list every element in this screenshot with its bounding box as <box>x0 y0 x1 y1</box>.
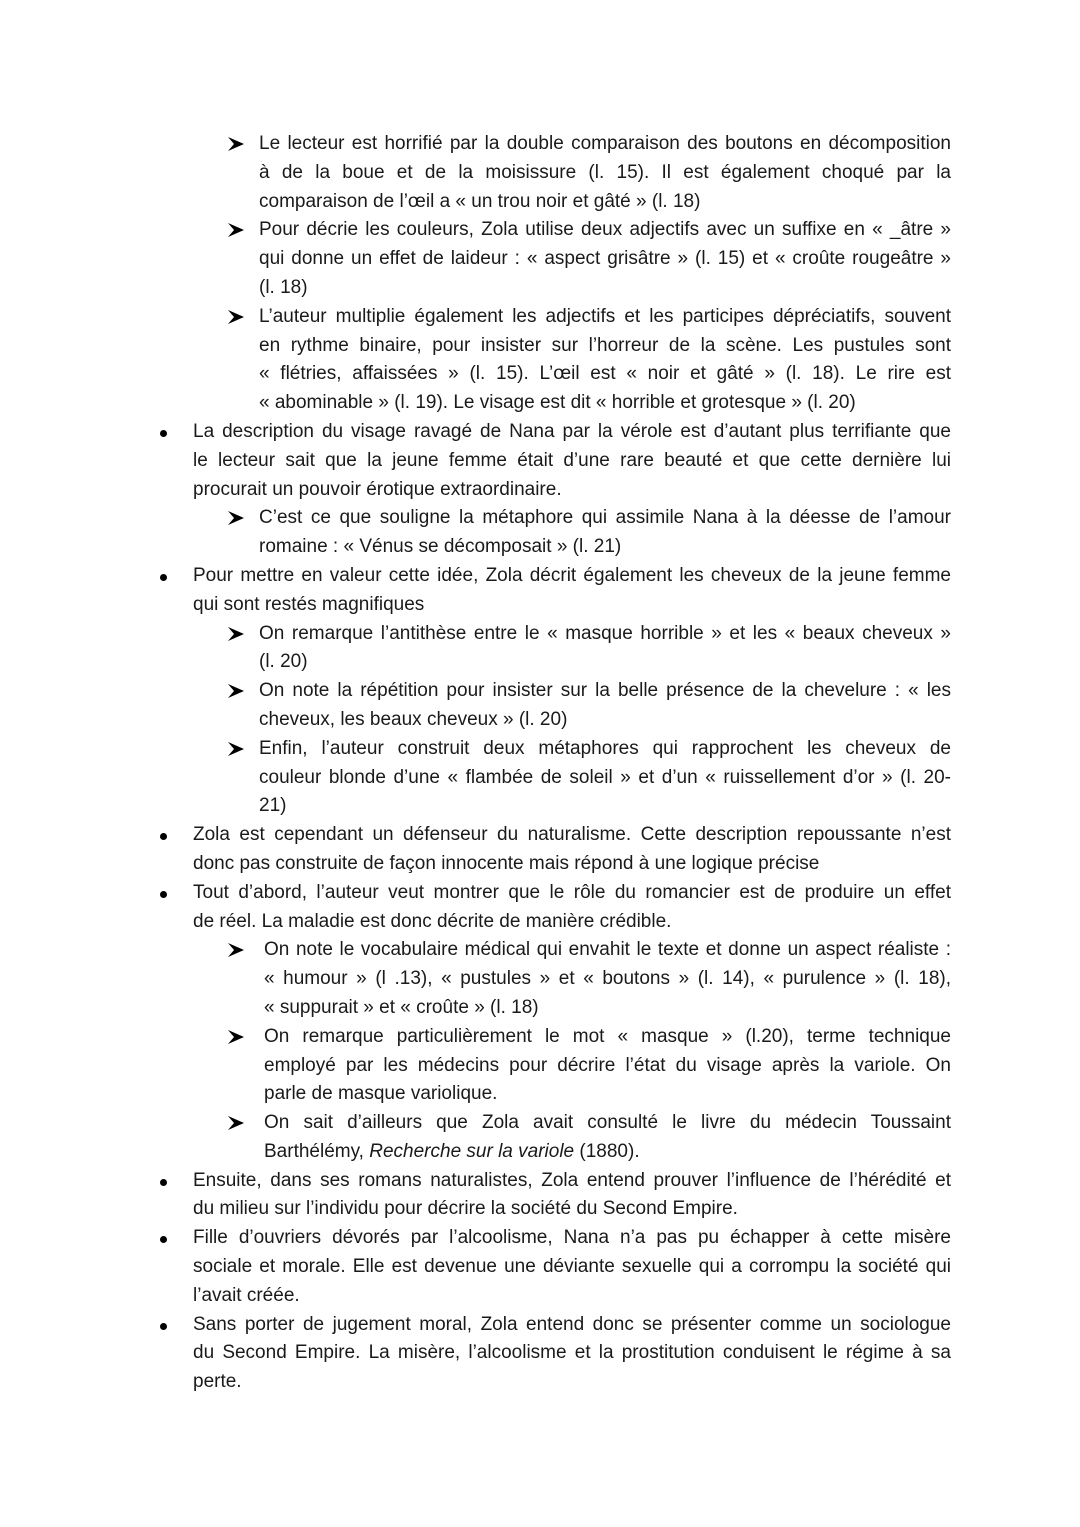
sub-bullet-line <box>0 706 951 735</box>
line-text-segment: Enfin, l’auteur construit deux métaphores qui rapprochent les cheveux de <box>259 737 951 759</box>
bullet-line <box>0 1311 951 1340</box>
line-text-segment: « flétries, affaissées » (l. 15). L’œil est « noir et gâté » (l. 18). Le rire est <box>259 363 951 385</box>
bullet-dot-icon <box>160 891 167 898</box>
line-text-segment: Zola est cependant un défenseur du naturalisme. Cette description repoussante n’est <box>193 824 951 846</box>
line-text-segment: du Second Empire. La misère, l’alcoolisme et la prostitution conduisent le régime à sa <box>193 1342 951 1364</box>
sub-bullet-line <box>0 274 951 303</box>
line-text-segment: « suppurait » et « croûte » (l. 18) <box>264 996 539 1018</box>
sub-bullet-line <box>0 677 951 706</box>
arrow-bullet-icon <box>226 1114 246 1132</box>
line-text-segment: (1880). <box>574 1140 640 1162</box>
bullet-dot-icon <box>160 1323 167 1330</box>
bullet-line <box>0 821 951 850</box>
sub-bullet-line <box>0 216 951 245</box>
line-text-segment: sociale et morale. Elle est devenue une déviante sexuelle qui a corrompu la société qui <box>193 1256 951 1278</box>
line-text-segment: On remarque particulièrement le mot « masque » (l.20), terme technique <box>264 1025 951 1047</box>
line-text-segment: romaine : « Vénus se décomposait » (l. 21) <box>259 536 622 558</box>
line-text-segment: C’est ce que souligne la métaphore qui assimile Nana à la déesse de l’amour <box>259 507 951 529</box>
bullet-line <box>0 1224 951 1253</box>
line-text <box>259 648 951 677</box>
line-text <box>193 1224 951 1253</box>
arrow-bullet-icon <box>226 509 246 527</box>
sub-bullet-line <box>0 245 951 274</box>
sub-bullet-line <box>0 130 951 159</box>
line-text-segment: On note le vocabulaire médical qui envahit le texte et donne un aspect réaliste : <box>264 939 951 961</box>
bullet-line <box>0 418 951 447</box>
line-text <box>193 418 951 447</box>
arrow-bullet-icon <box>226 221 246 239</box>
line-text-segment: le lecteur sait que la jeune femme était d’une rare beauté et que cette dernière lui <box>193 449 951 471</box>
sub-bullet-line <box>0 620 951 649</box>
line-text <box>193 908 951 937</box>
sub-bullet-line <box>0 188 951 217</box>
line-text-segment: comparaison de l’œil a « un trou noir et gâté » (l. 18) <box>259 190 701 212</box>
arrow-bullet-icon <box>226 1028 246 1046</box>
bullet-line <box>0 1195 951 1224</box>
line-text <box>193 447 951 476</box>
line-text <box>259 216 951 245</box>
sub-bullet-line <box>0 533 951 562</box>
arrow-bullet-icon <box>226 308 246 326</box>
bullet-dot-icon <box>160 833 167 840</box>
line-text <box>264 936 951 965</box>
line-text <box>259 764 951 793</box>
line-text-segment: (l. 20) <box>259 651 308 673</box>
line-text <box>259 274 951 303</box>
sub-bullet-line <box>0 764 951 793</box>
bullet-dot-icon <box>160 1179 167 1186</box>
line-text-segment: L’auteur multiplie également les adjectifs et les participes dépréciatifs, souvent <box>259 305 951 327</box>
line-text <box>259 533 951 562</box>
sub-bullet-line <box>0 994 951 1023</box>
line-text-segment: Pour mettre en valeur cette idée, Zola décrit également les cheveux de la jeune femme <box>193 564 951 586</box>
line-text-segment: On remarque l’antithèse entre le « masque horrible » et les « beaux cheveux » <box>259 622 951 644</box>
sub-bullet-line <box>0 735 951 764</box>
line-text <box>193 1368 951 1397</box>
line-text <box>193 562 951 591</box>
line-text <box>259 735 951 764</box>
bullet-line <box>0 1368 951 1397</box>
line-text-segment: couleur blonde d’une « flambée de soleil » et d’un « ruissellement d’or » (l. 20- <box>259 766 951 788</box>
line-text <box>193 591 951 620</box>
sub-bullet-line <box>0 1109 951 1138</box>
line-text <box>193 1167 951 1196</box>
sub-bullet-line <box>0 389 951 418</box>
line-text <box>193 821 951 850</box>
line-text <box>264 1138 951 1167</box>
bullet-line <box>0 1339 951 1368</box>
line-text <box>264 1023 951 1052</box>
line-text-segment: employé par les médecins pour décrire l’état du visage après la variole. On <box>264 1054 951 1076</box>
line-text <box>264 1052 951 1081</box>
line-text-segment: « abominable » (l. 19). Le visage est dit « horrible et grotesque » (l. 20) <box>259 392 856 414</box>
bullet-dot-icon <box>160 574 167 581</box>
sub-bullet-line <box>0 1138 951 1167</box>
line-text <box>193 1339 951 1368</box>
line-text <box>259 130 951 159</box>
line-text <box>259 332 951 361</box>
line-text-segment: « humour » (l .13), « pustules » et « boutons » (l. 14), « purulence » (l. 18), <box>264 968 951 990</box>
line-text-segment: On sait d’ailleurs que Zola avait consulté le livre du médecin Toussaint <box>264 1112 951 1134</box>
line-text-segment: Le lecteur est horrifié par la double comparaison des boutons en décomposition <box>259 133 951 154</box>
line-text <box>259 389 951 418</box>
bullet-line <box>0 879 951 908</box>
line-text <box>264 1109 951 1138</box>
line-text <box>264 1080 951 1109</box>
line-text <box>193 879 951 908</box>
line-text <box>193 1282 951 1311</box>
line-text-segment: La description du visage ravagé de Nana par la vérole est d’autant plus terrifiante que <box>193 420 951 442</box>
line-text <box>259 792 951 821</box>
line-text-segment: qui donne un effet de laideur : « aspect grisâtre » (l. 15) et « croûte rougeâtre » <box>259 248 951 270</box>
line-text-segment: de réel. La maladie est donc décrite de manière crédible. <box>193 910 672 932</box>
sub-bullet-line <box>0 965 951 994</box>
bullet-line <box>0 562 951 591</box>
sub-bullet-line <box>0 332 951 361</box>
line-text-segment: 21) <box>259 795 287 817</box>
sub-bullet-line <box>0 1080 951 1109</box>
line-text <box>259 245 951 274</box>
line-text <box>193 1195 951 1224</box>
line-text-segment: procurait un pouvoir érotique extraordinaire. <box>193 478 562 500</box>
line-text-segment: en rythme binaire, pour insister sur l’horreur de la scène. Les pustules sont <box>259 334 951 356</box>
bullet-line <box>0 908 951 937</box>
bullet-line <box>0 447 951 476</box>
line-text <box>193 1311 951 1340</box>
line-text-segment: à de la boue et de la moisissure (l. 15). Il est également choqué par la <box>259 161 951 183</box>
sub-bullet-line <box>0 936 951 965</box>
sub-bullet-line <box>0 159 951 188</box>
line-text-segment: l’avait créée. <box>193 1284 300 1306</box>
line-text-segment: Ensuite, dans ses romans naturalistes, Zola entend prouver l’influence de l’hérédité et <box>193 1169 951 1191</box>
line-text <box>259 303 951 332</box>
arrow-bullet-icon <box>226 740 246 758</box>
arrow-bullet-icon <box>226 135 246 153</box>
bullet-line <box>0 591 951 620</box>
line-text-segment: Barthélémy, <box>264 1140 370 1162</box>
bullet-line <box>0 1253 951 1282</box>
line-text <box>259 159 951 188</box>
line-text <box>259 188 951 217</box>
sub-bullet-line <box>0 504 951 533</box>
line-text-segment: du milieu sur l’individu pour décrire la société du Second Empire. <box>193 1198 738 1220</box>
sub-bullet-line <box>0 1023 951 1052</box>
sub-bullet-line <box>0 648 951 677</box>
line-text <box>259 360 951 389</box>
arrow-bullet-icon <box>226 682 246 700</box>
line-text-segment: Tout d’abord, l’auteur veut montrer que le rôle du romancier est de produire un effet <box>193 881 951 903</box>
arrow-bullet-icon <box>226 941 246 959</box>
line-text-segment: cheveux, les beaux cheveux » (l. 20) <box>259 708 568 730</box>
bullet-dot-icon <box>160 430 167 437</box>
line-text-segment: donc pas construite de façon innocente mais répond à une logique précise <box>193 852 820 874</box>
line-text <box>193 476 951 505</box>
line-text <box>259 504 951 533</box>
line-text-segment: (l. 18) <box>259 276 308 298</box>
arrow-bullet-icon <box>226 625 246 643</box>
bullet-line <box>0 476 951 505</box>
line-text-segment: Sans porter de jugement moral, Zola entend donc se présenter comme un sociologue <box>193 1313 951 1335</box>
line-text <box>193 1253 951 1282</box>
book-title: Recherche sur la variole <box>369 1140 575 1162</box>
line-text-segment: Pour décrie les couleurs, Zola utilise deux adjectifs avec un suffixe en « _âtre » <box>259 219 951 241</box>
line-text <box>259 677 951 706</box>
sub-bullet-line <box>0 792 951 821</box>
bullet-dot-icon <box>160 1236 167 1243</box>
line-text <box>264 965 951 994</box>
line-text <box>259 620 951 649</box>
sub-bullet-line <box>0 303 951 332</box>
bullet-line <box>0 1282 951 1311</box>
document-body <box>0 130 1080 1397</box>
line-text-segment: qui sont restés magnifiques <box>193 593 425 615</box>
line-text-segment: Fille d’ouvriers dévorés par l’alcoolisme, Nana n’a pas pu échapper à cette misère <box>193 1227 951 1249</box>
bullet-line <box>0 850 951 879</box>
sub-bullet-line <box>0 1052 951 1081</box>
line-text <box>264 994 951 1023</box>
line-text <box>193 850 951 879</box>
line-text-segment: parle de masque variolique. <box>264 1083 498 1105</box>
line-text-segment: On note la répétition pour insister sur la belle présence de la chevelure : « les <box>259 680 951 702</box>
sub-bullet-line <box>0 360 951 389</box>
line-text <box>259 706 951 735</box>
line-text-segment: perte. <box>193 1371 242 1393</box>
bullet-line <box>0 1167 951 1196</box>
